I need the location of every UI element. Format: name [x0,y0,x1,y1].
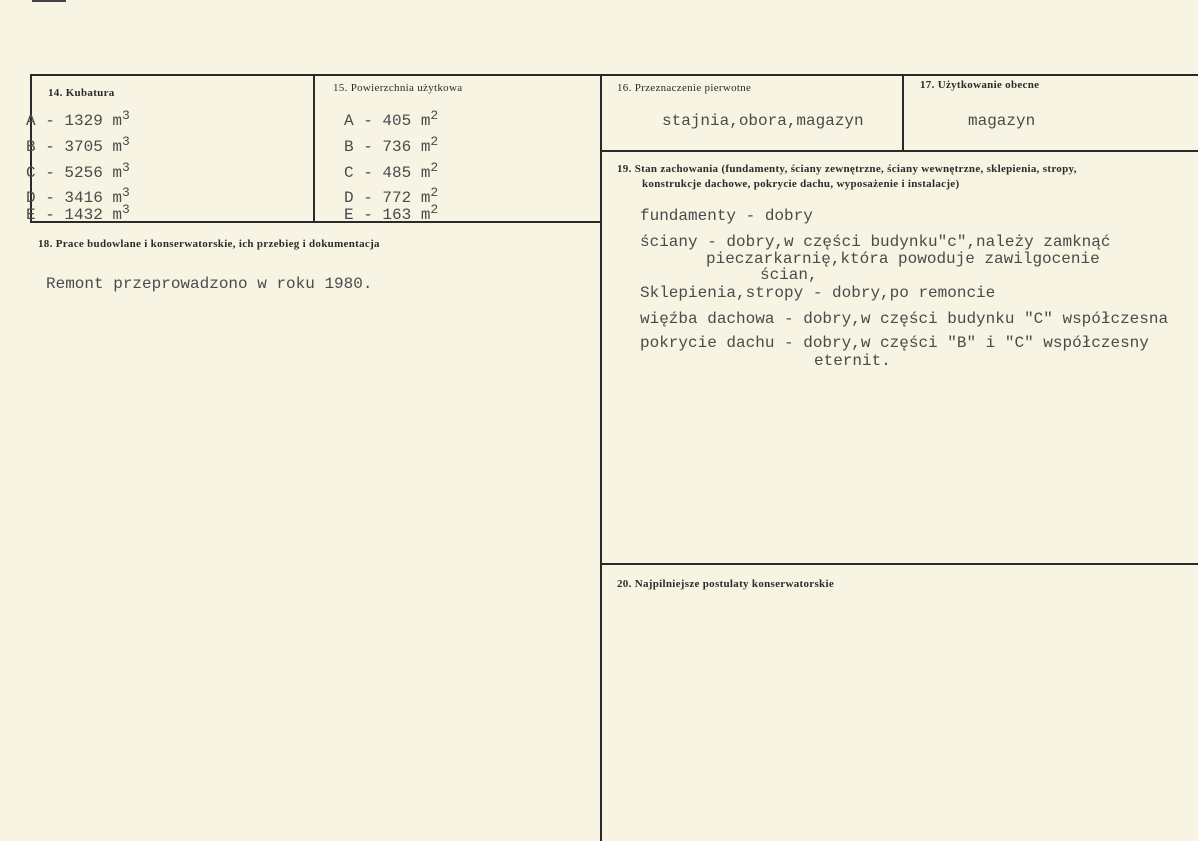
uzytkowanie-label: 17. Użytkowanie obecne [920,79,1040,91]
grid-line-14-15 [313,74,315,222]
powierzchnia-row: E - 163 $m^2$ [344,202,439,224]
kubatura-row: B - 3705 $m^3$ [26,134,130,156]
kubatura-row: D - 3416 $m^3$ [26,185,130,207]
przeznaczenie-label: 16. Przeznaczenie pierwotne [617,82,752,94]
kubatura-label: 14. Kubatura [48,87,115,99]
stan-line: fundamenty - dobry [640,207,813,225]
stan-label-line1: 19. Stan zachowania (fundamenty, ściany zewnętrzne, ściany wewnętrzne, sklepienia, stropy, [617,163,1077,175]
powierzchnia-row: C - 485 $m^2$ [344,160,439,182]
stan-line: pokrycie dachu - dobry,w części "B" i "C" współczesny [640,334,1149,352]
grid-line-under-19 [600,563,1198,565]
stan-line: pieczarkarnię,która powoduje zawilgocenie [706,250,1100,268]
stan-line: więźba dachowa - dobry,w części budynku "C" współczesna [640,310,1169,328]
uzytkowanie-value: magazyn [968,112,1036,130]
grid-line-16-17 [902,74,904,151]
grid-line-top [30,74,1198,76]
powierzchnia-row: B - 736 $m^2$ [344,134,439,156]
stan-label-line2: konstrukcje dachowe, pokrycie dachu, wyposażenie i instalacje) [642,178,960,190]
grid-line-left-right-split [600,74,602,841]
prace-text: Remont przeprowadzono w roku 1980. [46,275,373,293]
przeznaczenie-value: stajnia,obora,magazyn [662,112,864,130]
prace-label: 18. Prace budowlane i konserwatorskie, ich przebieg i dokumentacja [38,238,380,250]
stan-line: ściany - dobry,w części budynku"c",należy zamknąć [640,233,1111,251]
powierzchnia-label: 15. Powierzchnia użytkowa [333,82,463,94]
postulaty-label: 20. Najpilniejsze postulaty konserwatorskie [617,578,835,590]
kubatura-row: E - 1432 $m^3$ [26,202,130,224]
kubatura-row: C - 5256 $m^3$ [26,160,130,182]
top-edge-mark [32,0,66,2]
stan-line: Sklepienia,stropy - dobry,po remoncie [640,284,996,302]
stan-line: eternit. [814,352,891,370]
grid-line-under-16-17 [600,150,1198,152]
powierzchnia-row: A - 405 $m^2$ [344,108,439,130]
stan-line: ścian, [760,266,818,284]
kubatura-row: A - 1329 $m^3$ [26,108,130,130]
powierzchnia-row: D - 772 $m^2$ [344,185,439,207]
